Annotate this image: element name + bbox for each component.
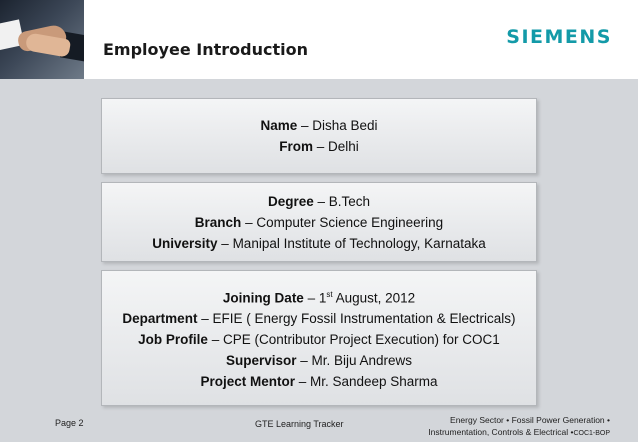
university-line: University – Manipal Institute of Technology, Karnataka — [152, 235, 486, 251]
joining-date-suffix: st — [326, 289, 333, 299]
joining-date-line: Joining Date – 1st August, 2012 — [222, 289, 416, 306]
from-label: From — [279, 139, 313, 154]
from-line: From – Delhi — [279, 139, 359, 154]
job-info-box — [101, 270, 537, 406]
project-mentor-line: Project Mentor – Mr. Sandeep Sharma — [200, 374, 438, 390]
degree-line: Degree – B.Tech — [267, 193, 371, 209]
job-profile-label: Job Profile — [138, 332, 208, 348]
degree-value: B.Tech — [328, 193, 371, 209]
footer-center-text: GTE Learning Tracker — [255, 419, 344, 429]
university-label: University — [152, 235, 218, 251]
degree-label: Degree — [267, 193, 314, 209]
department-label: Department — [122, 311, 198, 327]
joining-date-day: 1 — [318, 290, 327, 306]
supervisor-value: Mr. Biju Andrews — [311, 353, 413, 369]
branch-line: Branch – Computer Science Engineering — [194, 214, 444, 230]
name-label: Name — [260, 118, 298, 133]
joining-date-label: Joining Date — [222, 290, 304, 306]
department-line: Department – EFIE ( Energy Fossil Instrumentation & Electricals) — [122, 311, 516, 327]
name-value: Disha Bedi — [312, 118, 378, 133]
supervisor-line: Supervisor – Mr. Biju Andrews — [225, 353, 413, 369]
footer-sector-text — [428, 414, 610, 440]
siemens-logo: SIEMENS — [506, 26, 612, 48]
department-value: EFIE ( Energy Fossil Instrumentation & Electricals) — [212, 311, 516, 327]
page-number: Page 2 — [55, 418, 84, 428]
branch-value: Computer Science Engineering — [256, 214, 444, 230]
job-profile-value: CPE (Contributor Project Execution) for COC1 — [222, 332, 500, 348]
footer-right-line2: Instrumentation, Controls & Electrical • — [428, 427, 574, 437]
project-mentor-value: Mr. Sandeep Sharma — [309, 374, 438, 390]
university-value: Manipal Institute of Technology, Karnataka — [232, 235, 486, 251]
name-line: Name – Disha Bedi — [260, 118, 378, 133]
personal-info-box — [101, 98, 537, 174]
footer-code: COC1-BOP — [573, 430, 610, 437]
slide-title: Employee Introduction — [103, 40, 308, 59]
slide-header — [0, 0, 638, 79]
project-mentor-label: Project Mentor — [200, 374, 295, 390]
footer-right-line1: Energy Sector • Fossil Power Generation • — [450, 415, 610, 425]
branch-label: Branch — [194, 214, 242, 230]
handshake-image — [0, 0, 84, 79]
education-box — [101, 182, 537, 262]
joining-date-rest: August, 2012 — [332, 290, 416, 306]
supervisor-label: Supervisor — [225, 353, 297, 369]
from-value: Delhi — [328, 139, 359, 154]
job-profile-line: Job Profile – CPE (Contributor Project Execution) for COC1 — [138, 332, 500, 348]
